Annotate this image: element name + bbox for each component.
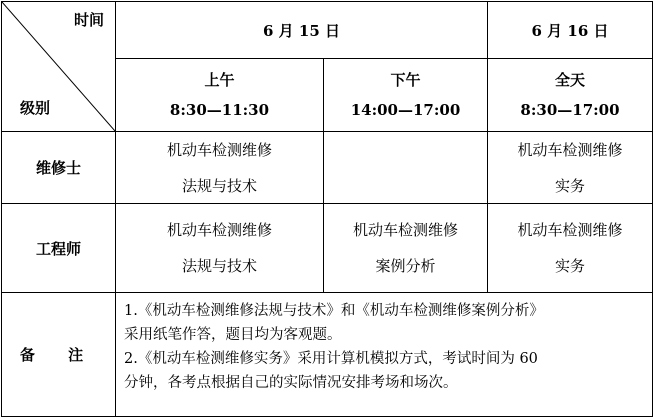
session-fullday-name: 全天 [554, 71, 585, 89]
session-afternoon [324, 59, 487, 131]
session-afternoon-name: 下午 [390, 71, 421, 89]
remarks-label-text: 备 注 [19, 346, 98, 364]
subject-line: 实务 [554, 176, 585, 195]
subject-line: 案例分析 [375, 257, 436, 275]
date-june-15: 6 月 15 日 [263, 21, 340, 40]
remark-line: 1.《机动车检测维修法规与技术》和《机动车检测维修案例分析》 [124, 303, 544, 319]
header-time-label: 时间 [73, 10, 104, 29]
remarks-content [116, 293, 652, 416]
remark-line: 采用纸笔作答，题目均为客观题。 [124, 327, 342, 343]
session-morning-time: 8:30—11:30 [169, 101, 270, 119]
session-morning [116, 59, 323, 131]
remark-line: 2.《机动车检测维修实务》采用计算机模拟方式，考试时间为 60 [124, 351, 538, 367]
row1-fullday-subject [488, 132, 652, 203]
row-level-technician: 维修士 [35, 159, 81, 177]
subject-line: 机动车检测维修 [517, 221, 623, 239]
row2-fullday-subject [488, 204, 652, 292]
date-june-16: 6 月 16 日 [531, 21, 609, 40]
subject-line: 法规与技术 [181, 257, 257, 275]
exam-schedule-table [1, 1, 653, 417]
session-afternoon-time: 14:00—17:00 [350, 101, 461, 119]
subject-line: 机动车检测维修 [166, 221, 272, 239]
subject-line: 实务 [554, 257, 585, 275]
session-morning-name: 上午 [204, 71, 235, 89]
subject-line: 机动车检测维修 [352, 221, 458, 239]
subject-line: 法规与技术 [181, 176, 257, 195]
row2-morning-subject [116, 204, 323, 292]
remarks-label [2, 293, 115, 416]
session-fullday [488, 59, 652, 131]
row1-afternoon-empty [324, 132, 487, 203]
header-level-label: 级别 [19, 98, 50, 117]
remark-line: 分钟，各考点根据自己的实际情况安排考场和场次。 [124, 375, 458, 391]
row2-afternoon-subject [324, 204, 487, 292]
row-level-engineer: 工程师 [35, 239, 81, 258]
subject-line: 机动车检测维修 [166, 140, 272, 159]
session-fullday-time: 8:30—17:00 [520, 101, 620, 119]
subject-line: 机动车检测维修 [517, 140, 623, 159]
row1-morning-subject [116, 132, 323, 203]
